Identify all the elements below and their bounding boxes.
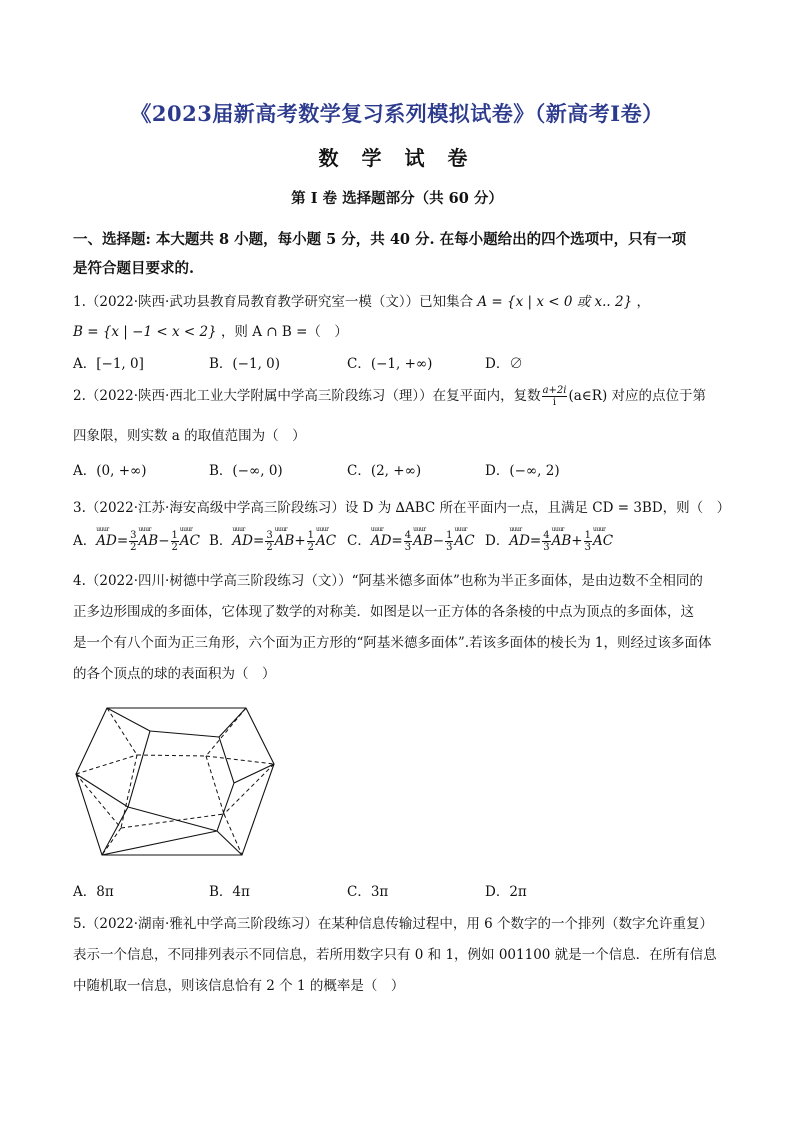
vector-ab: uuur AB (413, 533, 433, 549)
q2-option-b: B．(−∞, 0) (209, 463, 283, 479)
q1-option-c: C．(−1, +∞) (347, 356, 433, 372)
vector-ad: uuur AD (232, 533, 253, 549)
q4-stem-line2: 正多边形围成的多面体，它体现了数学的对称美．如图是以一正方体的各条棱的中点为顶点的多面体，这 (73, 604, 694, 620)
coef-num: 3 (130, 530, 137, 541)
q3-option-c: C．uuur AD= $\frac{4}{3}$ uuur AB− $\frac{1}{3}$ uuur AC (347, 529, 475, 553)
q3-option-b: B．uuur AD= $\frac{3}{2}$ uuur AB+ $\frac{1}{2}$ uuur AC (209, 529, 336, 553)
exam-series-title: 《2023届新高考数学复习系列模拟试卷》（新高考I卷） (130, 101, 664, 126)
q1-stem-text: 1.（2022·陕西·武功县教育局教育教学研究室一模（文））已知集合 (73, 294, 474, 310)
q4-option-a: A．8π (73, 884, 114, 900)
coef-den: 3 (446, 542, 453, 553)
q5-stem-line3: 中随机取一信息，则该信息恰有 2 个 1 的概率是（ ） (73, 978, 405, 994)
vector-ab: uuur AB (275, 533, 295, 549)
q1-ask: ，则 A ∩ B =（ ） (220, 324, 348, 340)
section-instructions-line1: 一、选择题: 本大题共 8 小题，每小题 5 分，共 40 分. 在每小题给出的四个选项中，只有一项 (73, 231, 687, 248)
coef-num: 1 (171, 530, 178, 541)
q2-frac-denominator: i (552, 397, 557, 408)
q2-option-c: C．(2, +∞) (347, 463, 422, 479)
q4-stem-line4: 的各个顶点的球的表面积为（ ） (73, 666, 276, 682)
q3-option-d: D．uuur AD= $\frac{4}{3}$ uuur AB+ $\frac{1}{3}$ uuur AC (485, 529, 613, 553)
q1-set-a: A = {x | x < 0 或 x.. 2} (477, 294, 633, 310)
coef-den: 2 (130, 542, 137, 553)
q2-option-a: A．(0, +∞) (73, 463, 147, 479)
q3-stem: 3.（2022·江苏·海安高级中学高三阶段练习）设 D 为 ∆ABC 所在平面内一点，且满足 CD = 3BD，则（ ） (73, 500, 731, 516)
coef-den: 3 (584, 542, 591, 553)
q3-option-c-label: C． (347, 533, 371, 549)
vector-ad: uuur AD (509, 533, 530, 549)
q1-set-b: B = {x | −1 < x < 2} (73, 324, 217, 340)
coef-num: 4 (543, 530, 550, 541)
q4-stem-line1: 4.（2022·四川·树德中学高三阶段练习（文））“阿基米德多面体”也称为半正多面体，是由边数不全相同的 (73, 573, 703, 589)
coef-den: 2 (171, 542, 178, 553)
operator: − (432, 533, 445, 549)
coef-1 (265, 530, 273, 553)
q2-frac-numerator: a+2i (542, 385, 567, 396)
outline (76, 708, 274, 855)
q5-stem-line2: 表示一个信息，不同排列表示不同信息，若所用数字只有 0 和 1，例如 001100 就是一个信息．在所有信息 (73, 947, 717, 963)
cuboctahedron-figure (74, 695, 284, 865)
q3-option-d-label: D． (485, 533, 510, 549)
coef-num: 3 (266, 530, 273, 541)
coef-2 (307, 530, 315, 553)
coef-2 (584, 530, 592, 553)
coef-1 (129, 530, 137, 553)
operator: + (294, 533, 306, 549)
coef-2 (445, 530, 453, 553)
q1-stem-line2 (73, 320, 348, 340)
coef-1 (404, 530, 412, 553)
coef-2 (171, 530, 179, 553)
q2-fraction (542, 385, 568, 408)
q3-option-a-label: A． (73, 533, 97, 549)
coef-den: 3 (404, 542, 412, 553)
subject-title: 数 学 试 卷 (318, 146, 476, 170)
q3-option-b-label: B． (209, 533, 233, 549)
q1-option-b: B．(−1, 0) (209, 356, 281, 372)
q4-stem-line3: 是一个有八个面为正三角形，六个面为正方形的“阿基米德多面体”.若该多面体的棱长为 1，则经过该多面体 (73, 635, 712, 651)
q4-option-c: C．3π (347, 884, 389, 900)
q4-option-b: B．4π (209, 884, 250, 900)
vector-ad: uuur AD (96, 533, 117, 549)
q2-stem-tail: (a∈R) 对应的点位于第 (568, 388, 707, 404)
q4-option-d: D．2π (485, 884, 527, 900)
vector-ac: uuur AC (316, 533, 336, 549)
coef-den: 2 (307, 542, 315, 553)
vector-ac: uuur AC (454, 533, 474, 549)
q1-option-a: A．[−1, 0] (73, 356, 144, 372)
coef-num: 1 (446, 530, 453, 541)
coef-num: 1 (307, 530, 315, 541)
q2-stem-text: 2.（2022·陕西·西北工业大学附属中学高三阶段练习（理））在复平面内，复数 (73, 388, 541, 404)
coef-num: 1 (584, 530, 591, 541)
coef-num: 4 (404, 530, 412, 541)
section-instructions-line2: 是符合题目要求的. (73, 260, 195, 277)
coef-den: 3 (543, 542, 550, 553)
q1-comma: ， (636, 294, 650, 310)
vector-ab: uuur AB (552, 533, 572, 549)
vector-ad: uuur AD (371, 533, 392, 549)
operator: + (571, 533, 583, 549)
q1-option-d: D．∅ (485, 356, 523, 372)
vector-ac: uuur AC (180, 533, 200, 549)
vector-ab: uuur AB (139, 533, 159, 549)
vector-ac: uuur AC (593, 533, 613, 549)
q3-option-a: A．uuur AD= $\frac{3}{2}$ uuur AB− $\frac{1}{2}$ uuur AC (73, 529, 200, 553)
q2-stem-line1 (73, 384, 706, 408)
q2-option-d: D．(−∞, 2) (485, 463, 560, 479)
part-heading: 第 I 卷 选择题部分（共 60 分） (291, 190, 503, 207)
q1-stem-line1 (73, 290, 650, 310)
q2-stem-line2: 四象限，则实数 a 的取值范围为（ ） (73, 428, 306, 444)
q5-stem-line1: 5.（2022·湖南·雅礼中学高三阶段练习）在某种信息传输过程中，用 6 个数字的一个排列（数字允许重复） (73, 916, 713, 932)
operator: − (158, 533, 170, 549)
coef-1 (542, 530, 550, 553)
coef-den: 2 (266, 542, 273, 553)
